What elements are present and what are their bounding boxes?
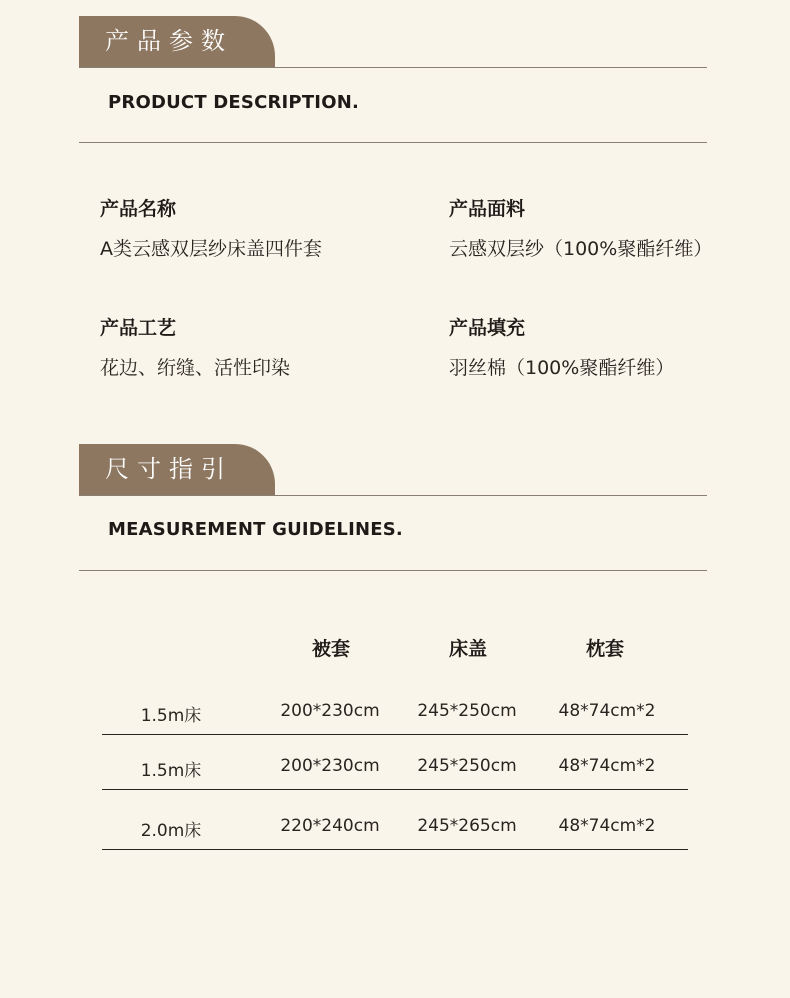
- cell-duvet: 220*240cm: [280, 816, 380, 836]
- size-table: [102, 630, 688, 841]
- cell-duvet: 200*230cm: [280, 701, 380, 721]
- param-value: A类云感双层纱床盖四件套: [100, 238, 322, 260]
- cell-bed-size: 1.5m床: [140, 706, 202, 726]
- column-header-pillowcase: 枕套: [585, 638, 625, 660]
- table-header: [102, 630, 688, 670]
- column-header-duvet: 被套: [311, 638, 351, 660]
- divider: [79, 570, 707, 571]
- param-label: 产品名称: [100, 198, 177, 220]
- column-header-bedspread: 床盖: [448, 638, 488, 660]
- section-tab-size-guide: [79, 444, 275, 495]
- section-tab-product-params: [79, 16, 275, 67]
- cell-bed-size: 2.0m床: [140, 821, 202, 841]
- cell-bedspread: 245*250cm: [417, 701, 517, 721]
- cell-bedspread: 245*250cm: [417, 756, 517, 776]
- param-label: 产品工艺: [100, 317, 177, 339]
- param-craft: [100, 313, 290, 380]
- cell-duvet: 200*230cm: [280, 756, 380, 776]
- section-tab-title: 产品参数: [105, 27, 233, 55]
- section-subtitle: MEASUREMENT GUIDELINES.: [108, 519, 403, 540]
- param-label: 产品面料: [449, 198, 526, 220]
- param-product-name: [100, 194, 322, 261]
- section-tab-title: 尺寸指引: [105, 455, 233, 483]
- param-filling: [449, 313, 674, 380]
- divider: [79, 495, 707, 496]
- cell-pillowcase: 48*74cm*2: [558, 701, 656, 721]
- divider: [79, 67, 707, 68]
- param-value: 花边、绗缝、活性印染: [100, 357, 291, 379]
- table-row: [102, 734, 688, 790]
- table-row: [102, 789, 688, 850]
- cell-pillowcase: 48*74cm*2: [558, 816, 656, 836]
- param-value: 云感双层纱（100%聚酯纤维）: [449, 238, 713, 260]
- cell-bedspread: 245*265cm: [417, 816, 517, 836]
- param-value: 羽丝棉（100%聚酯纤维）: [449, 357, 675, 379]
- cell-bed-size: 1.5m床: [140, 761, 202, 781]
- param-label: 产品填充: [449, 317, 526, 339]
- param-fabric: [449, 194, 712, 261]
- table-row: [102, 700, 688, 735]
- divider: [79, 142, 707, 143]
- section-subtitle: PRODUCT DESCRIPTION.: [108, 92, 360, 113]
- cell-pillowcase: 48*74cm*2: [558, 756, 656, 776]
